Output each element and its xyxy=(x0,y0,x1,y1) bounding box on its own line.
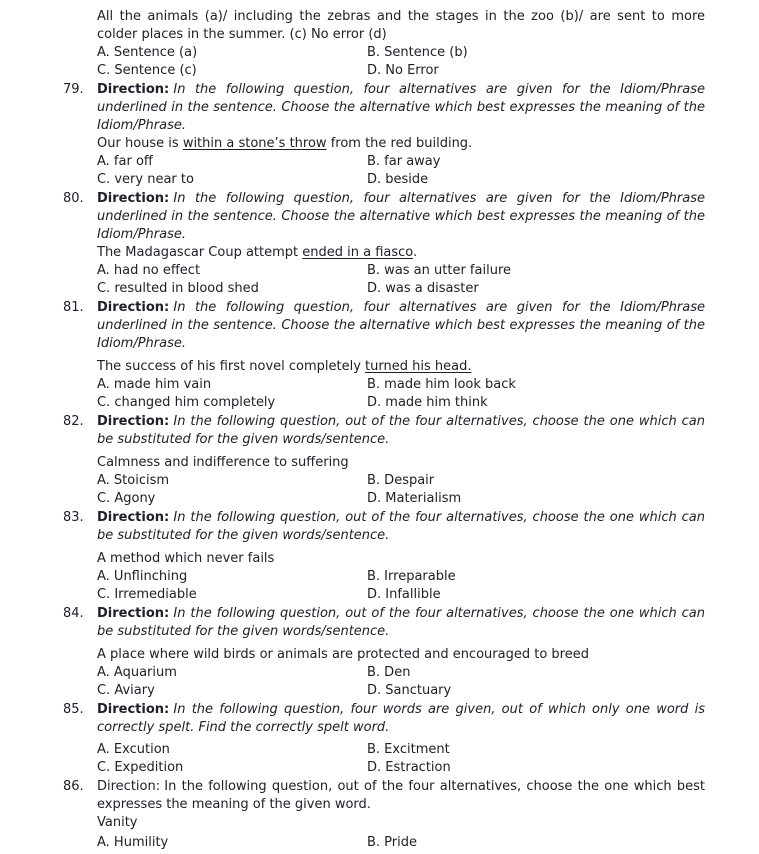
option-b: B. Irreparable xyxy=(367,569,456,584)
question-sentence xyxy=(97,550,705,568)
direction-paragraph xyxy=(97,413,705,449)
question-80 xyxy=(63,190,705,298)
question-number: 83. xyxy=(63,510,84,525)
question-sentence xyxy=(97,358,705,376)
question-number xyxy=(63,8,97,80)
question-number: 86. xyxy=(63,779,84,794)
question-82 xyxy=(63,413,705,508)
direction-label: Direction: xyxy=(97,702,170,717)
option-b: B. was an utter failure xyxy=(367,263,511,278)
option-c: C. Expedition xyxy=(97,760,184,775)
option-c: C. Sentence (c) xyxy=(97,63,197,78)
option-d: D. was a disaster xyxy=(367,281,479,296)
options xyxy=(97,153,705,189)
option-b: B. Despair xyxy=(367,473,435,488)
sentence-pre: A method which never fails xyxy=(97,551,275,566)
option-a: A. Sentence (a) xyxy=(97,45,198,60)
direction-paragraph xyxy=(97,778,705,814)
direction-text: In the following question, four alternatives are given for the Idiom/Phrase underlined in the sentence. Choose the alternative which best expresses the meaning of the Idiom/Phrase. xyxy=(97,191,705,242)
options xyxy=(97,472,705,508)
option-c: C. changed him completely xyxy=(97,395,276,410)
sentence-pre: The Madagascar Coup attempt xyxy=(97,245,303,260)
question-sentence xyxy=(97,244,705,262)
question-sentence xyxy=(97,8,705,44)
direction-paragraph xyxy=(97,299,705,353)
option-a: A. Aquarium xyxy=(97,665,177,680)
option-c: C. resulted in blood shed xyxy=(97,281,259,296)
direction-paragraph xyxy=(97,509,705,545)
direction-text: In the following question, four alternatives are given for the Idiom/Phrase underlined in the sentence. Choose the alternative which best expresses the meaning of the Idiom/Phrase. xyxy=(97,82,705,133)
question-81 xyxy=(63,299,705,412)
sentence-pre: A place where wild birds or animals are protected and encouraged to breed xyxy=(97,647,589,662)
option-a: A. Humility xyxy=(97,835,169,850)
option-c: C. Irremediable xyxy=(97,587,197,602)
option-d: D. made him think xyxy=(367,395,488,410)
sentence-post: from the red building. xyxy=(326,136,473,151)
options xyxy=(97,664,705,700)
option-d: D. Materialism xyxy=(367,491,462,506)
option-d: D. Infallible xyxy=(367,587,441,602)
direction-label: Direction: xyxy=(97,191,170,206)
direction-label: Direction: xyxy=(97,300,170,315)
underlined-phrase: ended in a fiasco xyxy=(302,245,414,260)
question-79 xyxy=(63,81,705,189)
question-84 xyxy=(63,605,705,700)
question-sentence xyxy=(97,135,705,153)
option-c: C. Agony xyxy=(97,491,156,506)
option-a: A. had no effect xyxy=(97,263,201,278)
option-c: C. very near to xyxy=(97,172,194,187)
options xyxy=(97,834,705,852)
question-number: 85. xyxy=(63,702,84,717)
option-b: B. made him look back xyxy=(367,377,516,392)
options xyxy=(97,262,705,298)
underlined-phrase: turned his head. xyxy=(365,359,472,374)
sentence-pre: Calmness and indifference to suffering xyxy=(97,455,349,470)
options xyxy=(97,741,705,777)
sentence-post: . xyxy=(413,245,418,260)
direction-text: In the following question, out of the four alternatives, choose the one which can be substituted for the given words/sentence. xyxy=(97,606,705,639)
option-a: A. Excution xyxy=(97,742,170,757)
question-number: 79. xyxy=(63,82,84,97)
direction-label: Direction: xyxy=(97,510,170,525)
direction-paragraph xyxy=(97,81,705,135)
option-d: D. Estraction xyxy=(367,760,451,775)
question-number: 84. xyxy=(63,606,84,621)
question-number: 80. xyxy=(63,191,84,206)
question-sentence xyxy=(97,454,705,472)
direction-paragraph xyxy=(97,701,705,737)
option-d: D. No Error xyxy=(367,63,439,78)
underlined-phrase: within a stone’s throw xyxy=(182,136,327,151)
sentence-pre: Vanity xyxy=(97,815,138,830)
option-a: A. far off xyxy=(97,154,153,169)
sentence-pre: All the animals (a)/ including the zebras and the stages in the zoo (b)/ are sent to more colder places in the summer. (c) No error (d) xyxy=(97,9,705,42)
options xyxy=(97,44,705,80)
option-a: A. Stoicism xyxy=(97,473,170,488)
question-sentence xyxy=(97,814,705,832)
option-b: B. Den xyxy=(367,665,411,680)
question-83 xyxy=(63,509,705,604)
option-a: A. made him vain xyxy=(97,377,212,392)
direction-text: In the following question, four words are given, out of which only one word is correctly spelt. Find the correctly spelt word. xyxy=(97,702,705,735)
options xyxy=(97,376,705,412)
option-b: B. Sentence (b) xyxy=(367,45,468,60)
direction-label: Direction: xyxy=(97,779,161,794)
option-c: C. Aviary xyxy=(97,683,155,698)
option-d: D. Sanctuary xyxy=(367,683,452,698)
option-b: B. Excitment xyxy=(367,742,450,757)
option-a: A. Unflinching xyxy=(97,569,188,584)
sentence-pre: Our house is xyxy=(97,136,183,151)
direction-label: Direction: xyxy=(97,606,170,621)
direction-paragraph xyxy=(97,605,705,641)
direction-text: In the following question, four alternatives are given for the Idiom/Phrase underlined in the sentence. Choose the alternative which best expresses the meaning of the Idiom/Phrase. xyxy=(97,300,705,351)
option-b: B. Pride xyxy=(367,835,418,850)
question-number: 82. xyxy=(63,414,84,429)
options xyxy=(97,568,705,604)
direction-text: In the following question, out of the four alternatives, choose the one which can be substituted for the given words/sentence. xyxy=(97,510,705,543)
question-85 xyxy=(63,701,705,777)
sentence-pre: The success of his first novel completely xyxy=(97,359,366,374)
question-86 xyxy=(63,778,705,852)
direction-text: In the following question, out of the four alternatives, choose the one which best expresses the meaning of the given word. xyxy=(97,779,705,812)
direction-label: Direction: xyxy=(97,82,170,97)
direction-label: Direction: xyxy=(97,414,170,429)
option-d: D. beside xyxy=(367,172,429,187)
direction-text: In the following question, out of the four alternatives, choose the one which can be substituted for the given words/sentence. xyxy=(97,414,705,447)
question-continuation xyxy=(63,8,705,80)
question-number: 81. xyxy=(63,300,84,315)
question-sentence xyxy=(97,646,705,664)
direction-paragraph xyxy=(97,190,705,244)
option-b: B. far away xyxy=(367,154,441,169)
